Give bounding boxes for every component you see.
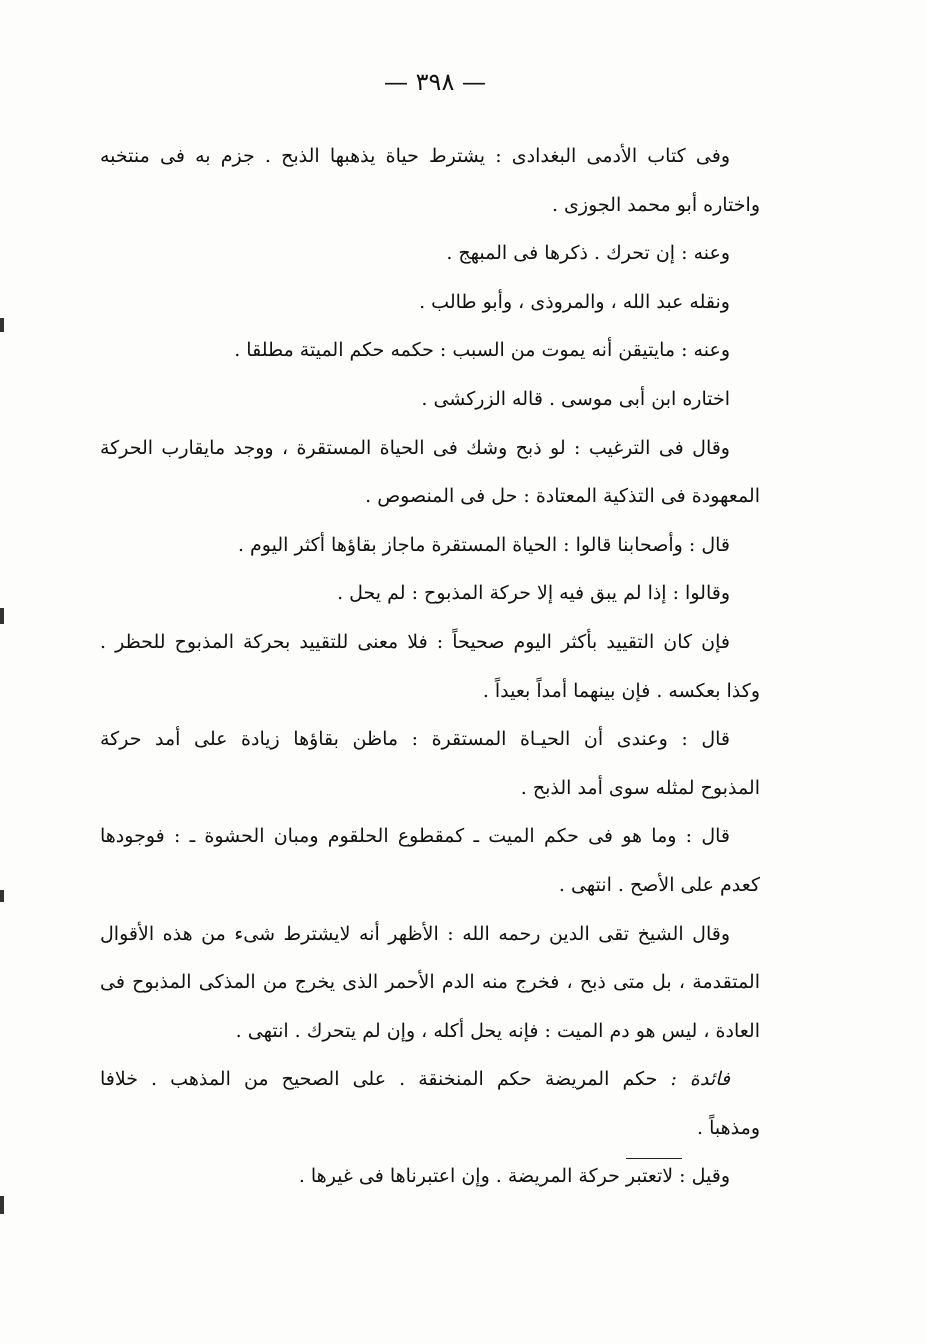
text-line: العادة ، ليس هو دم الميت : فإنه يحل أكله ، وإن لم يتحرك . انتهى . [235,1019,760,1042]
text-line: وقيل : لاتعتبر حركة المريضة . وإن اعتبرناها فى غيرها . [298,1165,730,1188]
text-line: وقال الشيخ تقى الدين رحمه الله : الأظهر أنه لايشترط شىء من هذه الأقوال [100,922,730,945]
page-number: — ٣٩٨ — [384,68,486,96]
text-line: قال : وما هو فى حكم الميت ـ كمقطوع الحلقوم ومبان الحشوة ـ : فوجودها [100,825,730,848]
text-line: المعهودة فى التذكية المعتادة : حل فى المنصوص . [365,485,760,508]
body-text [100,132,760,1201]
text-line: وقال فى الترغيب : لو ذبح وشك فى الحياة المستقرة ، ووجد مايقارب الحركة [100,436,730,459]
text-line: وعنه : إن تحرك . ذكرها فى المبهج . [446,242,730,265]
footnote-underline [626,1158,682,1159]
text-line: قال : وعندى أن الحيـاة المستقرة : ماظن بقاؤها زيادة على أمد حركة [100,728,730,751]
footnote-label: فائدة : [670,1068,731,1091]
text-line: فإن كان التقييد بأكثر اليوم صحيحاً : فلا معنى للتقييد بحركة المذبوح للحظر . [100,630,730,653]
text-line: وقالوا : إذا لم يبق فيه إلا حركة المذبوح : لم يحل . [337,582,730,605]
text-line: وكذا بعكسه . فإن بينهما أمداً بعيداً . [482,679,760,702]
margin-mark [0,608,4,624]
text-line: قال : وأصحابنا قالوا : الحياة المستقرة ماجاز بقاؤها أكثر اليوم . [237,533,730,556]
margin-mark [0,318,4,332]
footnote-line [100,1055,760,1104]
text-line: كعدم على الأصح . انتهى . [558,873,760,896]
text-line: وفى كتاب الأدمى البغدادى : يشترط حياة يذهبها الذبح . جزم به فى منتخبه [100,145,730,167]
text-line: واختاره أبو محمد الجوزى . [551,193,760,216]
text-line: المتقدمة ، بل متى ذبح ، فخرج منه الدم الأحمر الذى يخرج من المذكى المذبوح فى [100,971,760,994]
text-line: اختاره ابن أبى موسى . قاله الزركشى . [421,387,730,410]
margin-mark [0,890,4,902]
text-line: ونقله عبد الله ، والمروذى ، وأبو طالب . [419,290,730,313]
footnote-text: حكم المريضة حكم المنخنقة . على الصحيح من المذهب . خلافا [100,1068,658,1091]
text-line: وعنه : مايتيقن أنه يموت من السبب : حكمه حكم الميتة مطلقا . [234,339,730,362]
text-line: المذبوح لمثله سوى أمد الذبح . [520,776,760,799]
margin-mark [0,1196,4,1214]
text-line: ومذهباً . [697,1116,760,1139]
